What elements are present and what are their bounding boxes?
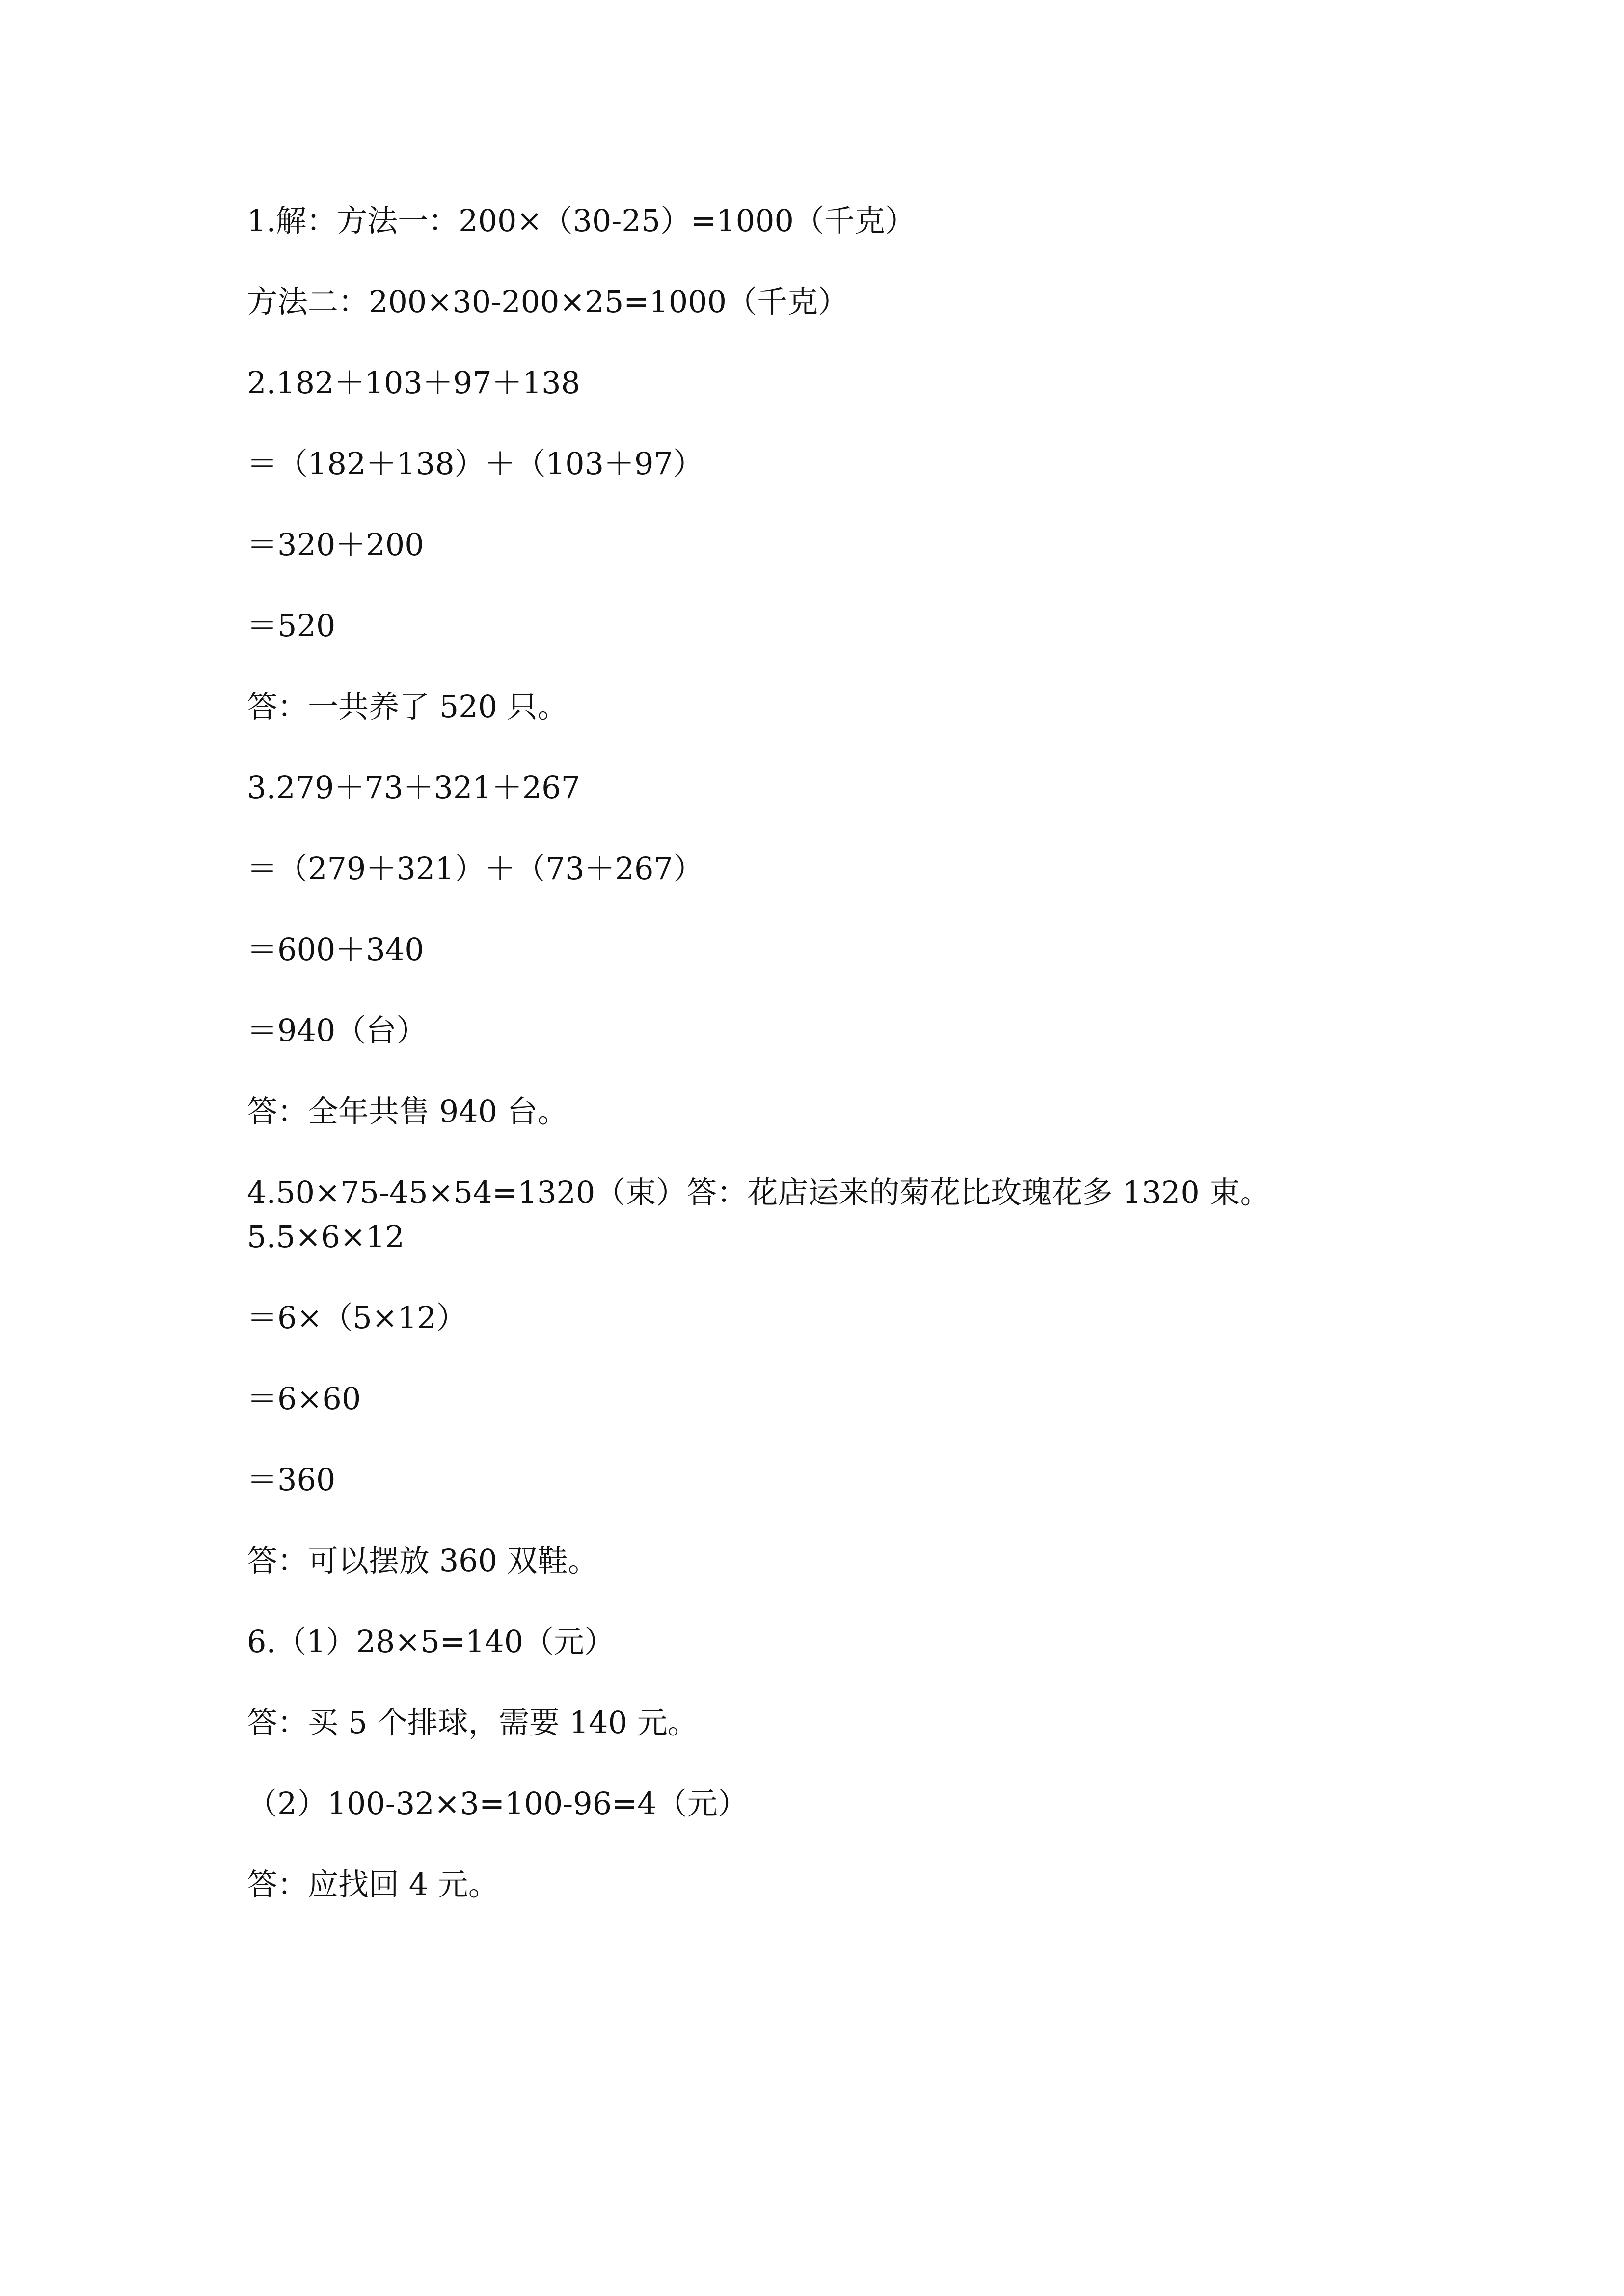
answer-2-expression: 2.182＋103＋97＋138 <box>247 365 581 400</box>
answer-2-step-1: ＝（182＋138）＋（103＋97） <box>247 446 704 481</box>
answer-6-part-2-conclusion: 答：应找回 4 元。 <box>247 1867 499 1902</box>
answer-2-conclusion: 答：一共养了 520 只。 <box>247 689 568 724</box>
answer-5-expression: 5.5×6×12 <box>247 1219 405 1255</box>
answer-6-part-2: （2）100-32×3=100-96=4（元） <box>247 1786 748 1821</box>
answer-6-part-1: 6.（1）28×5=140（元） <box>247 1624 615 1659</box>
answer-2-result: ＝520 <box>247 608 336 643</box>
answer-4: 4.50×75-45×54=1320（束）答：花店运来的菊花比玫瑰花多 1320 束。 <box>247 1175 1271 1210</box>
answer-2-step-2: ＝320＋200 <box>247 527 424 562</box>
answer-5-step-2: ＝6×60 <box>247 1381 361 1416</box>
answer-3-conclusion: 答：全年共售 940 台。 <box>247 1094 568 1129</box>
answer-5-result: ＝360 <box>247 1462 336 1497</box>
answer-5-step-1: ＝6×（5×12） <box>247 1300 467 1335</box>
answer-3-step-1: ＝（279＋321）＋（73＋267） <box>247 851 704 886</box>
answer-3-step-2: ＝600＋340 <box>247 932 424 967</box>
answer-6-part-1-conclusion: 答：买 5 个排球，需要 140 元。 <box>247 1705 698 1740</box>
answer-1-method-2: 方法二：200×30-200×25=1000（千克） <box>247 284 849 320</box>
answer-5-conclusion: 答：可以摆放 360 双鞋。 <box>247 1543 598 1578</box>
answer-3-result: ＝940（台） <box>247 1013 427 1048</box>
answer-1-method-1: 1.解：方法一：200×（30-25）=1000（千克） <box>247 203 916 239</box>
answer-3-expression: 3.279＋73＋321＋267 <box>247 770 581 805</box>
